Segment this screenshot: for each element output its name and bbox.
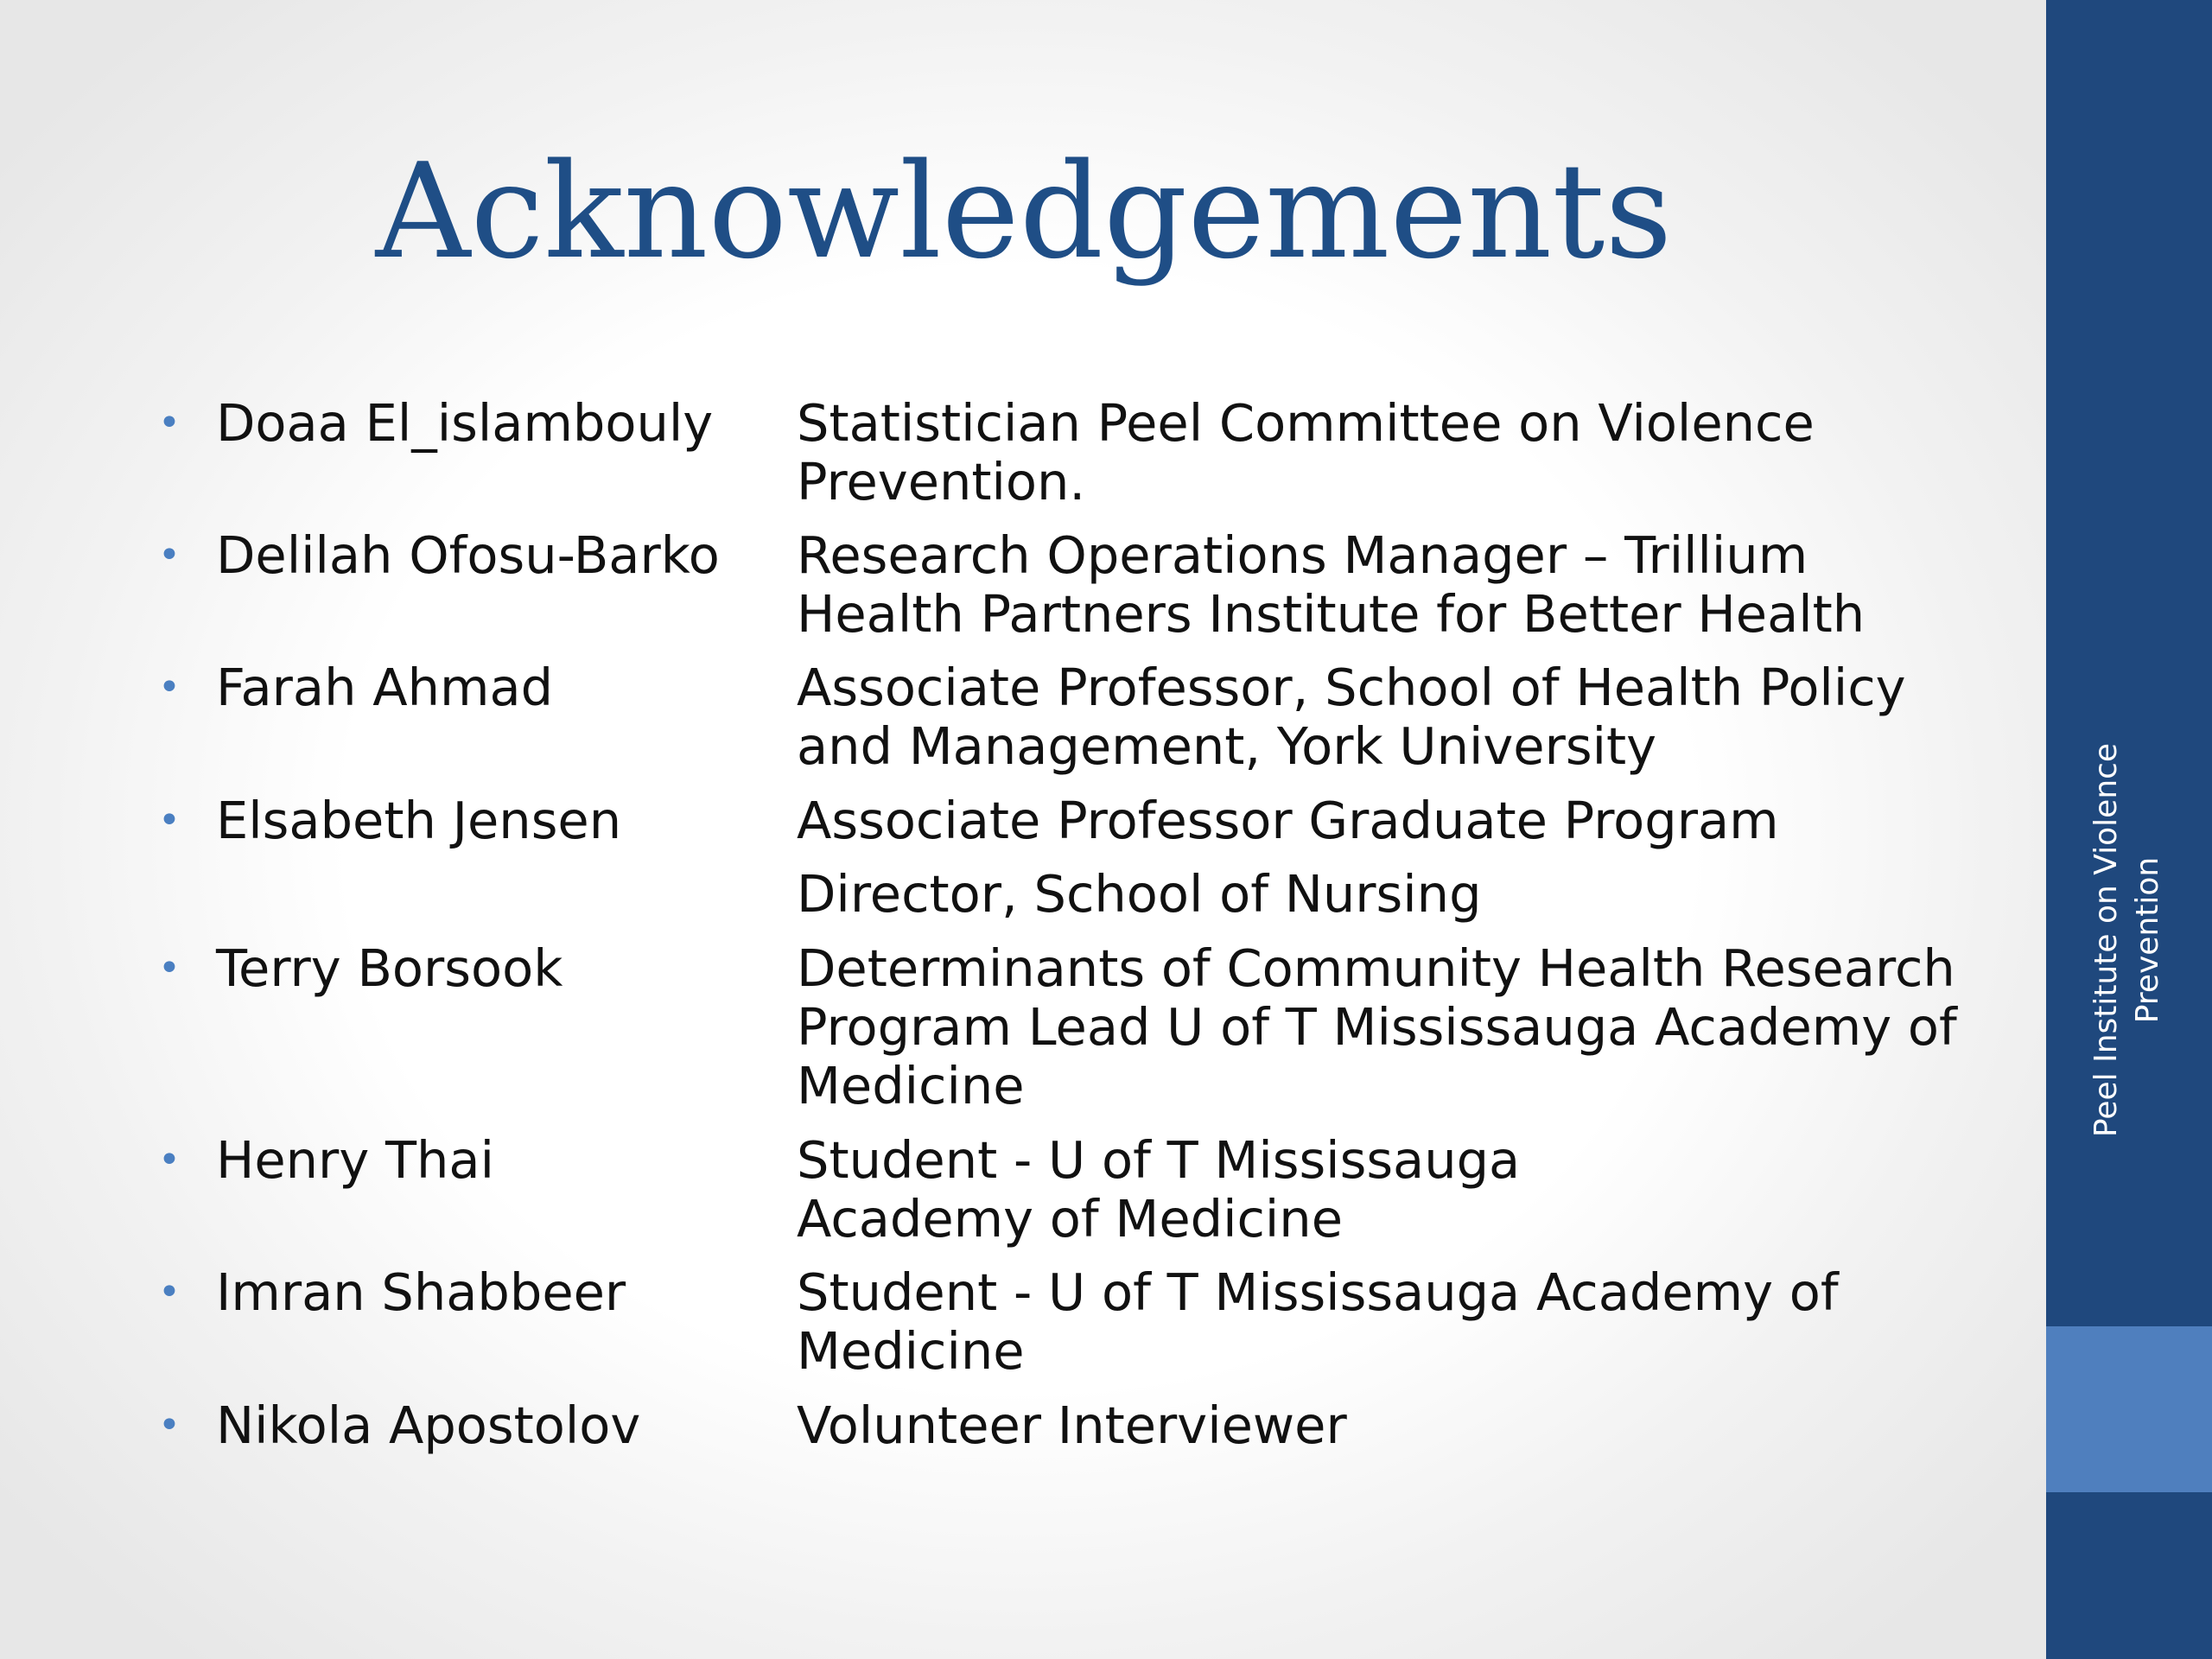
role-line: Student - U of T Mississauga Academy of: [797, 1262, 1839, 1322]
entry-role-doaa: [797, 394, 2041, 512]
entry-name-elsabeth: Elsabeth Jensen: [216, 791, 622, 850]
bullet-icon: •: [158, 401, 181, 445]
entry-role-nikola: [797, 1396, 2041, 1455]
bullet-icon: •: [158, 1138, 181, 1182]
role-line: Statistician Peel Committee on Violence: [797, 393, 1815, 453]
role-line: Program Lead U of T Mississauga Academy of: [797, 997, 1957, 1057]
role-line: Health Partners Institute for Better Health: [797, 584, 1866, 644]
sidebar-label-line: Peel Institute on Violence: [2088, 742, 2124, 1138]
entry-name-terry: Terry Borsook: [216, 938, 563, 998]
bullet-icon: •: [158, 1270, 181, 1314]
sidebar-accent-block: [2046, 1326, 2212, 1492]
bullet-icon: •: [158, 946, 181, 990]
role-line: Prevention.: [797, 452, 1086, 512]
entry-role-terry: [797, 939, 2041, 1116]
role-line: Volunteer Interviewer: [797, 1395, 1347, 1455]
role-line: Medicine: [797, 1321, 1025, 1381]
role-line: Research Operations Manager – Trillium: [797, 525, 1808, 585]
role-line: Associate Professor Graduate Program: [797, 791, 1779, 850]
role-line: and Management, York University: [797, 716, 1657, 776]
entry-role-delilah: [797, 526, 2041, 644]
entry-name-nikola: Nikola Apostolov: [216, 1395, 641, 1455]
entry-role-elsabeth: [797, 791, 2041, 924]
role-line: Student - U of T Mississauga: [797, 1130, 1521, 1190]
entry-role-henry: [797, 1131, 2041, 1249]
entry-role-farah: [797, 658, 2041, 776]
role-line: Medicine: [797, 1056, 1025, 1116]
entry-role-imran: [797, 1263, 2041, 1381]
role-line: Director, School of Nursing: [797, 864, 1482, 924]
role-line: Academy of Medicine: [797, 1189, 1344, 1249]
slide-title: Acknowledgements: [375, 135, 1673, 288]
entry-name-delilah: Delilah Ofosu-Barko: [216, 525, 720, 585]
role-line: Associate Professor, School of Health Policy: [797, 658, 1906, 717]
entry-name-imran: Imran Shabbeer: [216, 1262, 626, 1322]
bullet-icon: •: [158, 1403, 181, 1447]
entry-name-doaa: Doaa El_islambouly: [216, 393, 714, 453]
sidebar-label-line: Prevention: [2130, 856, 2165, 1024]
entry-name-farah: Farah Ahmad: [216, 658, 554, 717]
entry-name-henry: Henry Thai: [216, 1130, 494, 1190]
bullet-icon: •: [158, 665, 181, 709]
sidebar-label: [2086, 698, 2172, 1182]
role-line: Determinants of Community Health Research: [797, 938, 1955, 998]
bullet-icon: •: [158, 533, 181, 577]
bullet-icon: •: [158, 798, 181, 842]
